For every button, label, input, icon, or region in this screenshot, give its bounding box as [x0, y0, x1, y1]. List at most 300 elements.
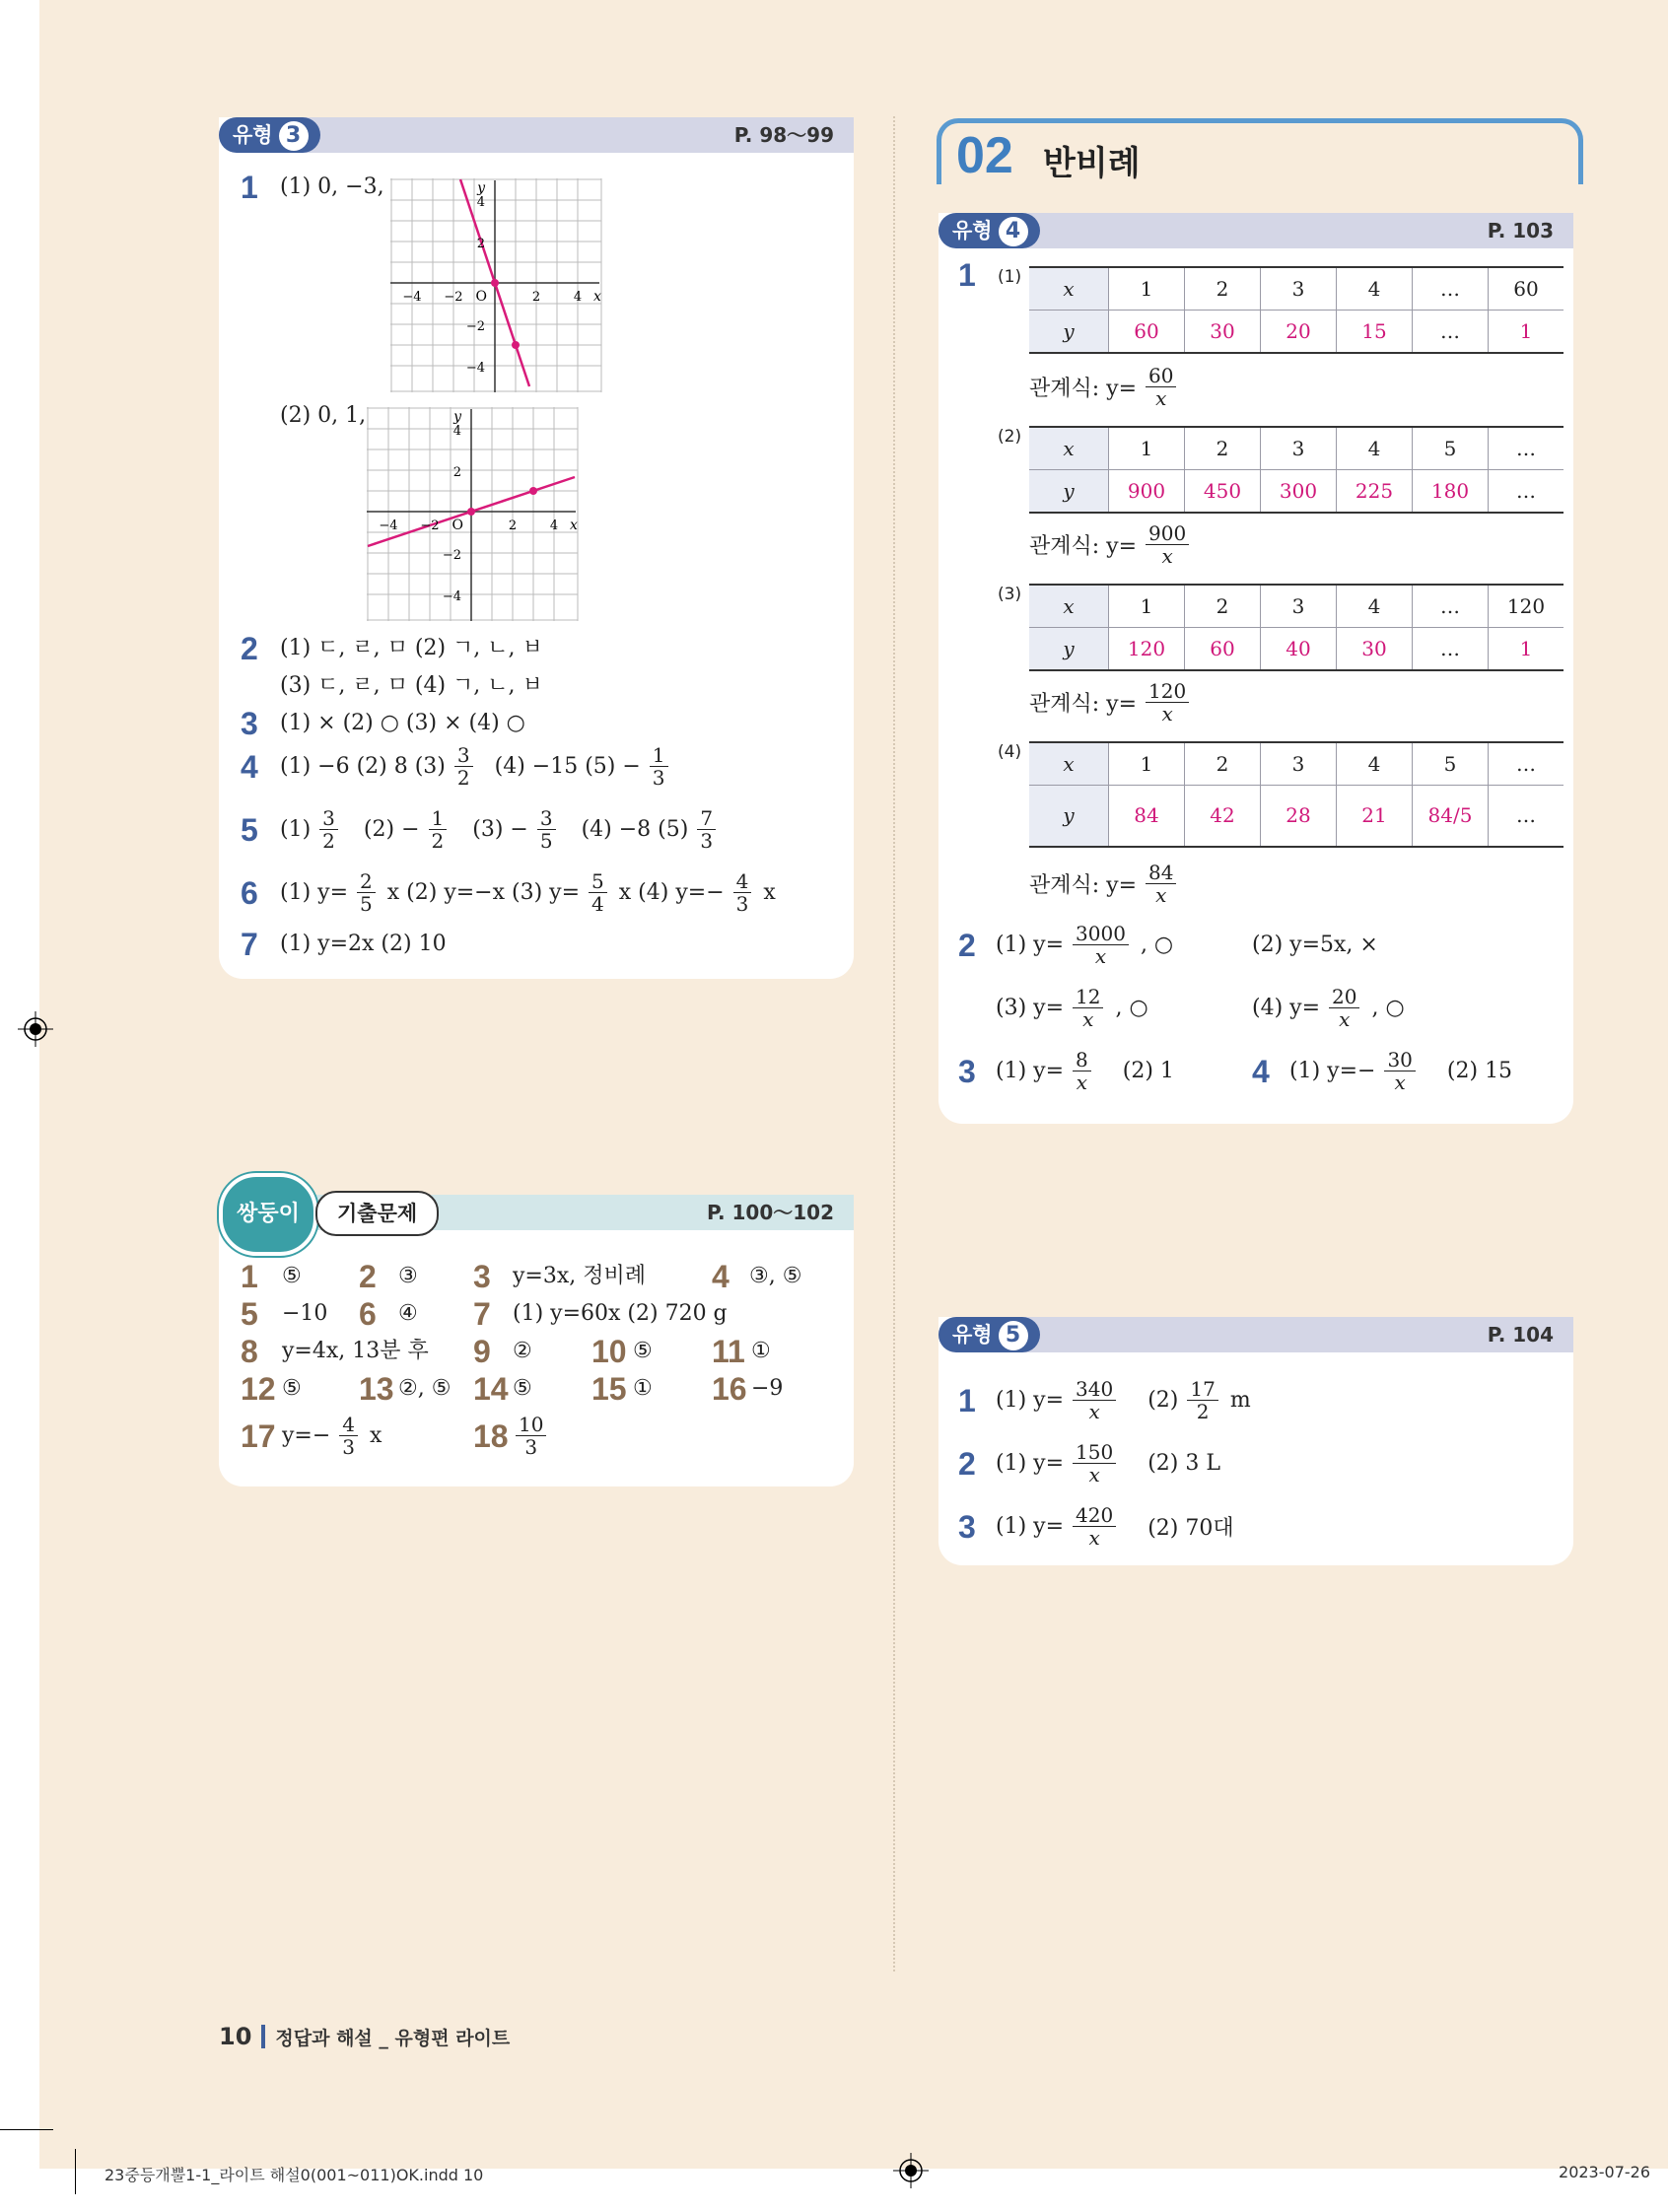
q2-part4-label: (4) y=	[1252, 995, 1321, 1020]
graph-2-xtick: −4	[379, 518, 398, 533]
exam-badge: 쌍둥이	[219, 1173, 317, 1256]
relation-3	[1029, 674, 1201, 729]
table-cell: …	[1413, 628, 1489, 671]
table-cell: 4	[1337, 267, 1413, 311]
q3-number: 3	[958, 1054, 976, 1089]
fraction-numerator: 60	[1146, 365, 1176, 387]
graph-1-ylabel: y	[477, 180, 485, 196]
exam-q-number: 16	[712, 1371, 747, 1407]
fraction-denominator: 3	[700, 828, 714, 853]
table-cell: 84/5	[1413, 786, 1489, 847]
graph-1-origin: O	[475, 289, 487, 305]
q5-part-b: (2) −	[363, 816, 420, 842]
fraction-denominator: 2	[431, 828, 445, 853]
table-cell: 2	[1185, 267, 1261, 311]
q2-fraction-2	[1073, 986, 1109, 1030]
exam-q-answer: (1) y=60x (2) 720 g	[513, 1301, 728, 1326]
table-cell: 1	[1109, 427, 1185, 470]
table-cell: …	[1413, 311, 1489, 354]
exam-q-answer: y=4x, 13분 후	[282, 1339, 429, 1363]
exam-q-answer: ①	[633, 1376, 653, 1401]
table-cell: 40	[1261, 628, 1337, 671]
q5-fraction-1	[319, 807, 344, 852]
exam-q-number: 9	[473, 1334, 491, 1369]
table-cell: …	[1489, 427, 1564, 470]
q6-fraction-3	[733, 870, 758, 915]
fraction-numerator: 5	[589, 870, 607, 893]
table-cell: 180	[1413, 470, 1489, 514]
type-number: 5	[999, 1321, 1028, 1350]
q1-part1-answer: (1) 0, −3,	[280, 174, 384, 199]
q3-label: (1) y=	[996, 1513, 1065, 1539]
q2-number: 2	[241, 631, 258, 666]
slug-date: 2023-07-26	[1559, 2163, 1650, 2181]
exam-q-number: 10	[591, 1334, 627, 1369]
q2-fraction-3	[1329, 986, 1365, 1030]
q5-part-c: (3) −	[472, 816, 528, 842]
table-label: (4)	[998, 742, 1022, 762]
q5-part-a: (1)	[280, 816, 312, 842]
column-divider	[893, 116, 895, 1971]
type4-panel	[938, 213, 1573, 1124]
graph-2-xtick: 2	[508, 518, 518, 533]
exam-q-number: 8	[241, 1334, 258, 1369]
table-cell: 15	[1337, 311, 1413, 354]
table-cell: 120	[1109, 628, 1185, 671]
fraction-denominator: 2	[322, 828, 335, 853]
table-cell: x	[1029, 427, 1109, 470]
relation-label: 관계식: y=	[1029, 872, 1138, 898]
table-cell: …	[1489, 742, 1564, 786]
crop-mark	[0, 2129, 53, 2130]
graph-2-tick: −2	[442, 548, 461, 563]
graph-1-xtick: 2	[531, 290, 541, 305]
exam-q-answer: ⑤	[513, 1376, 532, 1401]
q3-number: 3	[241, 706, 258, 741]
fraction-denominator: 4	[591, 891, 604, 916]
table-cell: x	[1029, 267, 1109, 311]
graph-2-tick: −4	[442, 589, 461, 604]
q1-number: 1	[958, 1383, 976, 1418]
q4-number: 4	[1252, 1054, 1270, 1089]
graph-2	[367, 407, 580, 622]
table-cell: 4	[1337, 585, 1413, 628]
graph-1	[390, 178, 603, 393]
graph-1-point	[512, 341, 520, 349]
graph-1-xtick: −4	[402, 290, 422, 305]
registration-mark-icon	[893, 2153, 929, 2188]
table-y-row	[1029, 628, 1564, 671]
fraction-denominator: x	[1155, 385, 1167, 410]
type-label: 유형	[233, 123, 273, 147]
table-cell: x	[1029, 742, 1109, 786]
exam-q-number: 7	[473, 1296, 491, 1332]
graph-2-xtick: −2	[420, 518, 440, 533]
type-label: 유형	[952, 1323, 993, 1347]
q4-part2: (2) 15	[1446, 1058, 1513, 1083]
fraction-denominator: 5	[539, 828, 553, 853]
table-cell: 60	[1489, 267, 1564, 311]
fraction-denominator: x	[1088, 1462, 1100, 1486]
fraction-numerator: 420	[1073, 1504, 1116, 1527]
relation-label: 관계식: y=	[1029, 376, 1138, 401]
table-cell: 84	[1109, 786, 1185, 847]
table-label: (1)	[998, 267, 1022, 287]
table-cell: 3	[1261, 585, 1337, 628]
q4-part-a: (1) −6 (2) 8 (3)	[280, 753, 446, 779]
graph-2-point	[529, 487, 537, 495]
graph-2-xtick: 4	[549, 518, 559, 533]
graph-1-tick: −2	[465, 319, 485, 334]
relation-fraction	[1146, 365, 1182, 409]
q5-fraction-3	[537, 807, 562, 852]
table-x-row	[1029, 427, 1564, 470]
table-cell: 2	[1185, 742, 1261, 786]
relation-fraction	[1146, 680, 1195, 725]
q1-label: (1) y=	[996, 1387, 1065, 1413]
footer-text: 정답과 해설 _ 유형편 라이트	[275, 2027, 511, 2049]
q2-part2: (2) 3 L	[1147, 1450, 1220, 1476]
q2-number: 2	[958, 928, 976, 963]
table-x-row	[1029, 267, 1564, 311]
value-table-3	[1029, 584, 1564, 671]
graph-1-tick: 4	[476, 195, 485, 210]
q4-fraction-1	[454, 744, 479, 789]
q5-fraction-4	[697, 807, 722, 852]
page-ref: P. 104	[1487, 1323, 1554, 1347]
exam-q-number: 18	[473, 1418, 509, 1454]
q1-unit: m	[1229, 1387, 1251, 1413]
type3-panel	[219, 117, 854, 979]
table-label: (3)	[998, 585, 1022, 604]
table-cell: 4	[1337, 742, 1413, 786]
footer-page-number: 10	[219, 2023, 252, 2050]
table-cell: 300	[1261, 470, 1337, 514]
exam-q-answer: ③, ⑤	[749, 1264, 802, 1288]
graph-1-point-origin	[491, 279, 499, 287]
q7-number: 7	[241, 927, 258, 962]
section-number: 02	[956, 127, 1013, 184]
footer	[219, 2023, 510, 2050]
q6-part-d: x	[763, 879, 776, 905]
table-cell: y	[1029, 311, 1109, 354]
q3-number: 3	[958, 1509, 976, 1545]
page-ref: P. 103	[1487, 219, 1554, 242]
q3-answer	[996, 1043, 1180, 1098]
fraction-numerator: 3	[319, 807, 338, 830]
table-cell: 2	[1185, 585, 1261, 628]
relation-fraction	[1146, 862, 1182, 906]
exam-q-answer: ②	[513, 1339, 532, 1363]
q1-fraction-2	[1187, 1378, 1223, 1422]
q3-answer: (1) × (2) ○ (3) × (4) ○	[280, 711, 525, 735]
fraction-denominator: x	[1339, 1006, 1351, 1031]
fraction-numerator: 900	[1146, 522, 1189, 545]
exam-q17-part-a: y=−	[282, 1422, 331, 1448]
fraction-denominator: x	[1161, 701, 1173, 726]
section-heading	[937, 118, 1583, 184]
q5-part-d: (4) −8 (5)	[581, 816, 689, 842]
table-cell: 1	[1489, 311, 1564, 354]
fraction-numerator: 150	[1073, 1441, 1116, 1464]
q6-fraction-1	[357, 870, 382, 915]
fraction-numerator: 12	[1073, 986, 1103, 1008]
table-cell: 5	[1413, 742, 1489, 786]
table-cell: 3	[1261, 427, 1337, 470]
fraction-numerator: 3	[454, 744, 473, 767]
fraction-denominator: 2	[1196, 1399, 1210, 1423]
q2-part4	[1252, 980, 1411, 1035]
q1-number: 1	[241, 170, 258, 205]
fraction-numerator: 84	[1146, 862, 1176, 884]
exam-q17-part-b: x	[370, 1422, 382, 1448]
table-cell: y	[1029, 786, 1109, 847]
relation-label: 관계식: y=	[1029, 691, 1138, 717]
graph-1-xlabel: x	[593, 289, 601, 305]
table-cell: 2	[1185, 427, 1261, 470]
exam-q-number: 15	[591, 1371, 627, 1407]
exam-q-answer: y=3x, 정비례	[513, 1264, 647, 1288]
footer-divider	[261, 2025, 265, 2048]
q2-fraction	[1073, 1441, 1122, 1486]
type5-header	[938, 1317, 1573, 1352]
q2-answer	[996, 1435, 1226, 1490]
table-cell: 42	[1185, 786, 1261, 847]
relation-label: 관계식: y=	[1029, 533, 1138, 559]
q4-label: (1) y=−	[1289, 1058, 1376, 1083]
section-title: 반비례	[1043, 144, 1141, 183]
table-cell: 21	[1337, 786, 1413, 847]
type-tag	[938, 1317, 1040, 1352]
exam-q17-fraction	[339, 1414, 364, 1458]
graph-2-xlabel: x	[570, 518, 578, 533]
table-cell: 30	[1337, 628, 1413, 671]
table-x-row	[1029, 742, 1564, 786]
table-cell: 1	[1489, 628, 1564, 671]
fraction-numerator: 1	[650, 744, 668, 767]
graph-2-ylabel: y	[453, 409, 461, 425]
q2-part4-mark: , ○	[1371, 995, 1405, 1020]
exam-page-ref: P. 100～102	[706, 1201, 834, 1224]
exam-q-answer: ①	[751, 1339, 771, 1363]
q2-part2: (2) y=5x, ×	[1252, 933, 1378, 957]
q5-answer	[280, 801, 728, 857]
crop-mark	[75, 2149, 76, 2194]
fraction-denominator: x	[1094, 943, 1107, 968]
table-cell: 60	[1109, 311, 1185, 354]
q6-part-b: x (2) y=−x (3) y=	[386, 879, 581, 905]
exam-q-number: 1	[241, 1259, 258, 1294]
q2-label: (1) y=	[996, 1450, 1065, 1476]
q7-answer: (1) y=2x (2) 10	[280, 932, 447, 956]
type-number: 4	[999, 217, 1028, 246]
q4-answer	[280, 738, 680, 794]
fraction-denominator: x	[1394, 1070, 1406, 1094]
fraction-numerator: 340	[1073, 1378, 1116, 1401]
table-y-row	[1029, 470, 1564, 514]
fraction-numerator: 20	[1329, 986, 1359, 1008]
q3-label: (1) y=	[996, 1058, 1065, 1083]
q6-fraction-2	[589, 870, 613, 915]
table-x-row	[1029, 585, 1564, 628]
table-cell: y	[1029, 628, 1109, 671]
fraction-numerator: 3000	[1073, 923, 1129, 945]
q5-fraction-2	[429, 807, 453, 852]
q2-part3-label: (3) y=	[996, 995, 1065, 1020]
q6-answer	[280, 864, 782, 920]
fraction-denominator: 3	[652, 765, 665, 790]
table-cell: 4	[1337, 427, 1413, 470]
relation-1	[1029, 359, 1188, 414]
exam-q-answer: ⑤	[633, 1339, 653, 1363]
exam-q-answer: ②, ⑤	[398, 1376, 452, 1401]
q1-fraction	[1073, 1378, 1122, 1422]
q2-part3	[996, 980, 1154, 1035]
q2-number: 2	[958, 1446, 976, 1482]
exam-q-number: 11	[712, 1334, 745, 1369]
table-cell: 3	[1261, 267, 1337, 311]
fraction-denominator: 3	[524, 1434, 538, 1459]
type5-panel	[938, 1317, 1573, 1565]
q4-fraction	[1384, 1049, 1421, 1093]
table-cell: …	[1489, 470, 1564, 514]
table-cell: 5	[1413, 427, 1489, 470]
table-cell: 30	[1185, 311, 1261, 354]
table-cell: …	[1413, 267, 1489, 311]
fraction-numerator: 3	[537, 807, 556, 830]
graph-2-point-origin	[467, 508, 475, 516]
q2-part1-mark: , ○	[1140, 932, 1174, 957]
fraction-denominator: x	[1082, 1006, 1094, 1031]
graph-2-tick: 2	[452, 465, 461, 480]
fraction-denominator: x	[1088, 1525, 1100, 1550]
table-label: (2)	[998, 427, 1022, 447]
type4-header	[938, 213, 1573, 248]
fraction-denominator: 3	[342, 1434, 356, 1459]
table-y-row	[1029, 311, 1564, 354]
fraction-denominator: x	[1076, 1070, 1088, 1094]
type-tag	[938, 213, 1040, 248]
graph-2-tick: 4	[452, 424, 461, 439]
q1-number: 1	[958, 257, 976, 293]
fraction-numerator: 17	[1187, 1378, 1217, 1401]
table-cell: …	[1413, 585, 1489, 628]
q2-fraction-1	[1073, 923, 1135, 967]
fraction-numerator: 2	[357, 870, 376, 893]
exam-q17-answer	[282, 1408, 387, 1463]
table-cell: y	[1029, 470, 1109, 514]
fraction-numerator: 7	[697, 807, 716, 830]
value-table-4	[1029, 741, 1564, 848]
registration-mark-icon	[18, 1011, 53, 1047]
value-table-2	[1029, 426, 1564, 514]
fraction-numerator: 10	[516, 1414, 546, 1436]
q4-fraction-2	[650, 744, 674, 789]
q4-part-b: (4) −15 (5) −	[494, 753, 641, 779]
exam-title: 기출문제	[315, 1191, 439, 1236]
table-cell: 225	[1337, 470, 1413, 514]
q3-answer	[996, 1498, 1240, 1554]
table-cell: 1	[1109, 267, 1185, 311]
exam-q-number: 2	[359, 1259, 377, 1294]
exam-q-answer: ④	[398, 1301, 418, 1326]
q1-answer	[996, 1372, 1257, 1427]
fraction-numerator: 1	[429, 807, 448, 830]
fraction-numerator: 8	[1073, 1049, 1091, 1071]
q2-line1: (1) ㄷ, ㄹ, ㅁ (2) ㄱ, ㄴ, ㅂ	[280, 636, 543, 660]
table-y-row	[1029, 786, 1564, 847]
table-cell: 120	[1489, 585, 1564, 628]
table-cell: 28	[1261, 786, 1337, 847]
value-table-1	[1029, 266, 1564, 354]
relation-2	[1029, 517, 1201, 572]
q2-line2: (3) ㄷ, ㄹ, ㅁ (4) ㄱ, ㄴ, ㅂ	[280, 673, 543, 698]
exam-q-number: 14	[473, 1371, 509, 1407]
q6-part-a: (1) y=	[280, 879, 349, 905]
exam-q-number: 4	[712, 1259, 730, 1294]
type-number: 3	[279, 121, 309, 151]
table-cell: x	[1029, 585, 1109, 628]
q3-part2: (2) 1	[1122, 1058, 1174, 1083]
exam-panel	[219, 1195, 854, 1486]
table-cell: 450	[1185, 470, 1261, 514]
exam-q-answer: ③	[398, 1264, 418, 1288]
slug-file: 23중등개뿔1-1_라이트 해설0(001~011)OK.indd 10	[104, 2166, 484, 2184]
fraction-denominator: x	[1088, 1399, 1100, 1423]
fraction-denominator: x	[1161, 543, 1173, 568]
exam-q-answer: −9	[751, 1376, 784, 1401]
table-cell: 900	[1109, 470, 1185, 514]
q3-fraction	[1073, 1049, 1097, 1093]
fraction-numerator: 4	[733, 870, 752, 893]
relation-4	[1029, 856, 1188, 911]
exam-q-number: 13	[359, 1371, 394, 1407]
graph-2-origin: O	[452, 518, 463, 533]
fraction-denominator: x	[1155, 882, 1167, 907]
table-cell: 1	[1109, 742, 1185, 786]
table-cell: …	[1489, 786, 1564, 847]
exam-q-number: 3	[473, 1259, 491, 1294]
fraction-numerator: 30	[1384, 1049, 1415, 1071]
table-cell: 3	[1261, 742, 1337, 786]
q2-part1-label: (1) y=	[996, 932, 1065, 957]
q5-number: 5	[241, 812, 258, 848]
q3-fraction	[1073, 1504, 1122, 1549]
q3-part2: (2) 70대	[1147, 1515, 1234, 1541]
type-tag	[219, 117, 320, 153]
fraction-denominator: 2	[456, 765, 470, 790]
q2-part1	[996, 917, 1179, 972]
exam-q18-answer	[513, 1408, 558, 1463]
table-cell: 20	[1261, 311, 1337, 354]
q1-part2-answer: (2) 0, 1,	[280, 403, 367, 428]
exam-q-answer: ⑤	[282, 1264, 302, 1288]
fraction-numerator: 120	[1146, 680, 1189, 703]
exam-q-answer: −10	[282, 1301, 328, 1326]
q1-part2: (2)	[1147, 1387, 1179, 1413]
fraction-denominator: 5	[360, 891, 373, 916]
fraction-numerator: 4	[339, 1414, 358, 1436]
graph-1-xtick: −2	[444, 290, 463, 305]
table-cell: 60	[1185, 628, 1261, 671]
exam-q-number: 17	[241, 1418, 276, 1454]
graph-1-tick: −4	[465, 361, 485, 376]
relation-fraction	[1146, 522, 1195, 567]
fraction-denominator: 3	[735, 891, 749, 916]
q6-number: 6	[241, 875, 258, 911]
exam-q-answer: ⑤	[282, 1376, 302, 1401]
exam-q-number: 12	[241, 1371, 276, 1407]
